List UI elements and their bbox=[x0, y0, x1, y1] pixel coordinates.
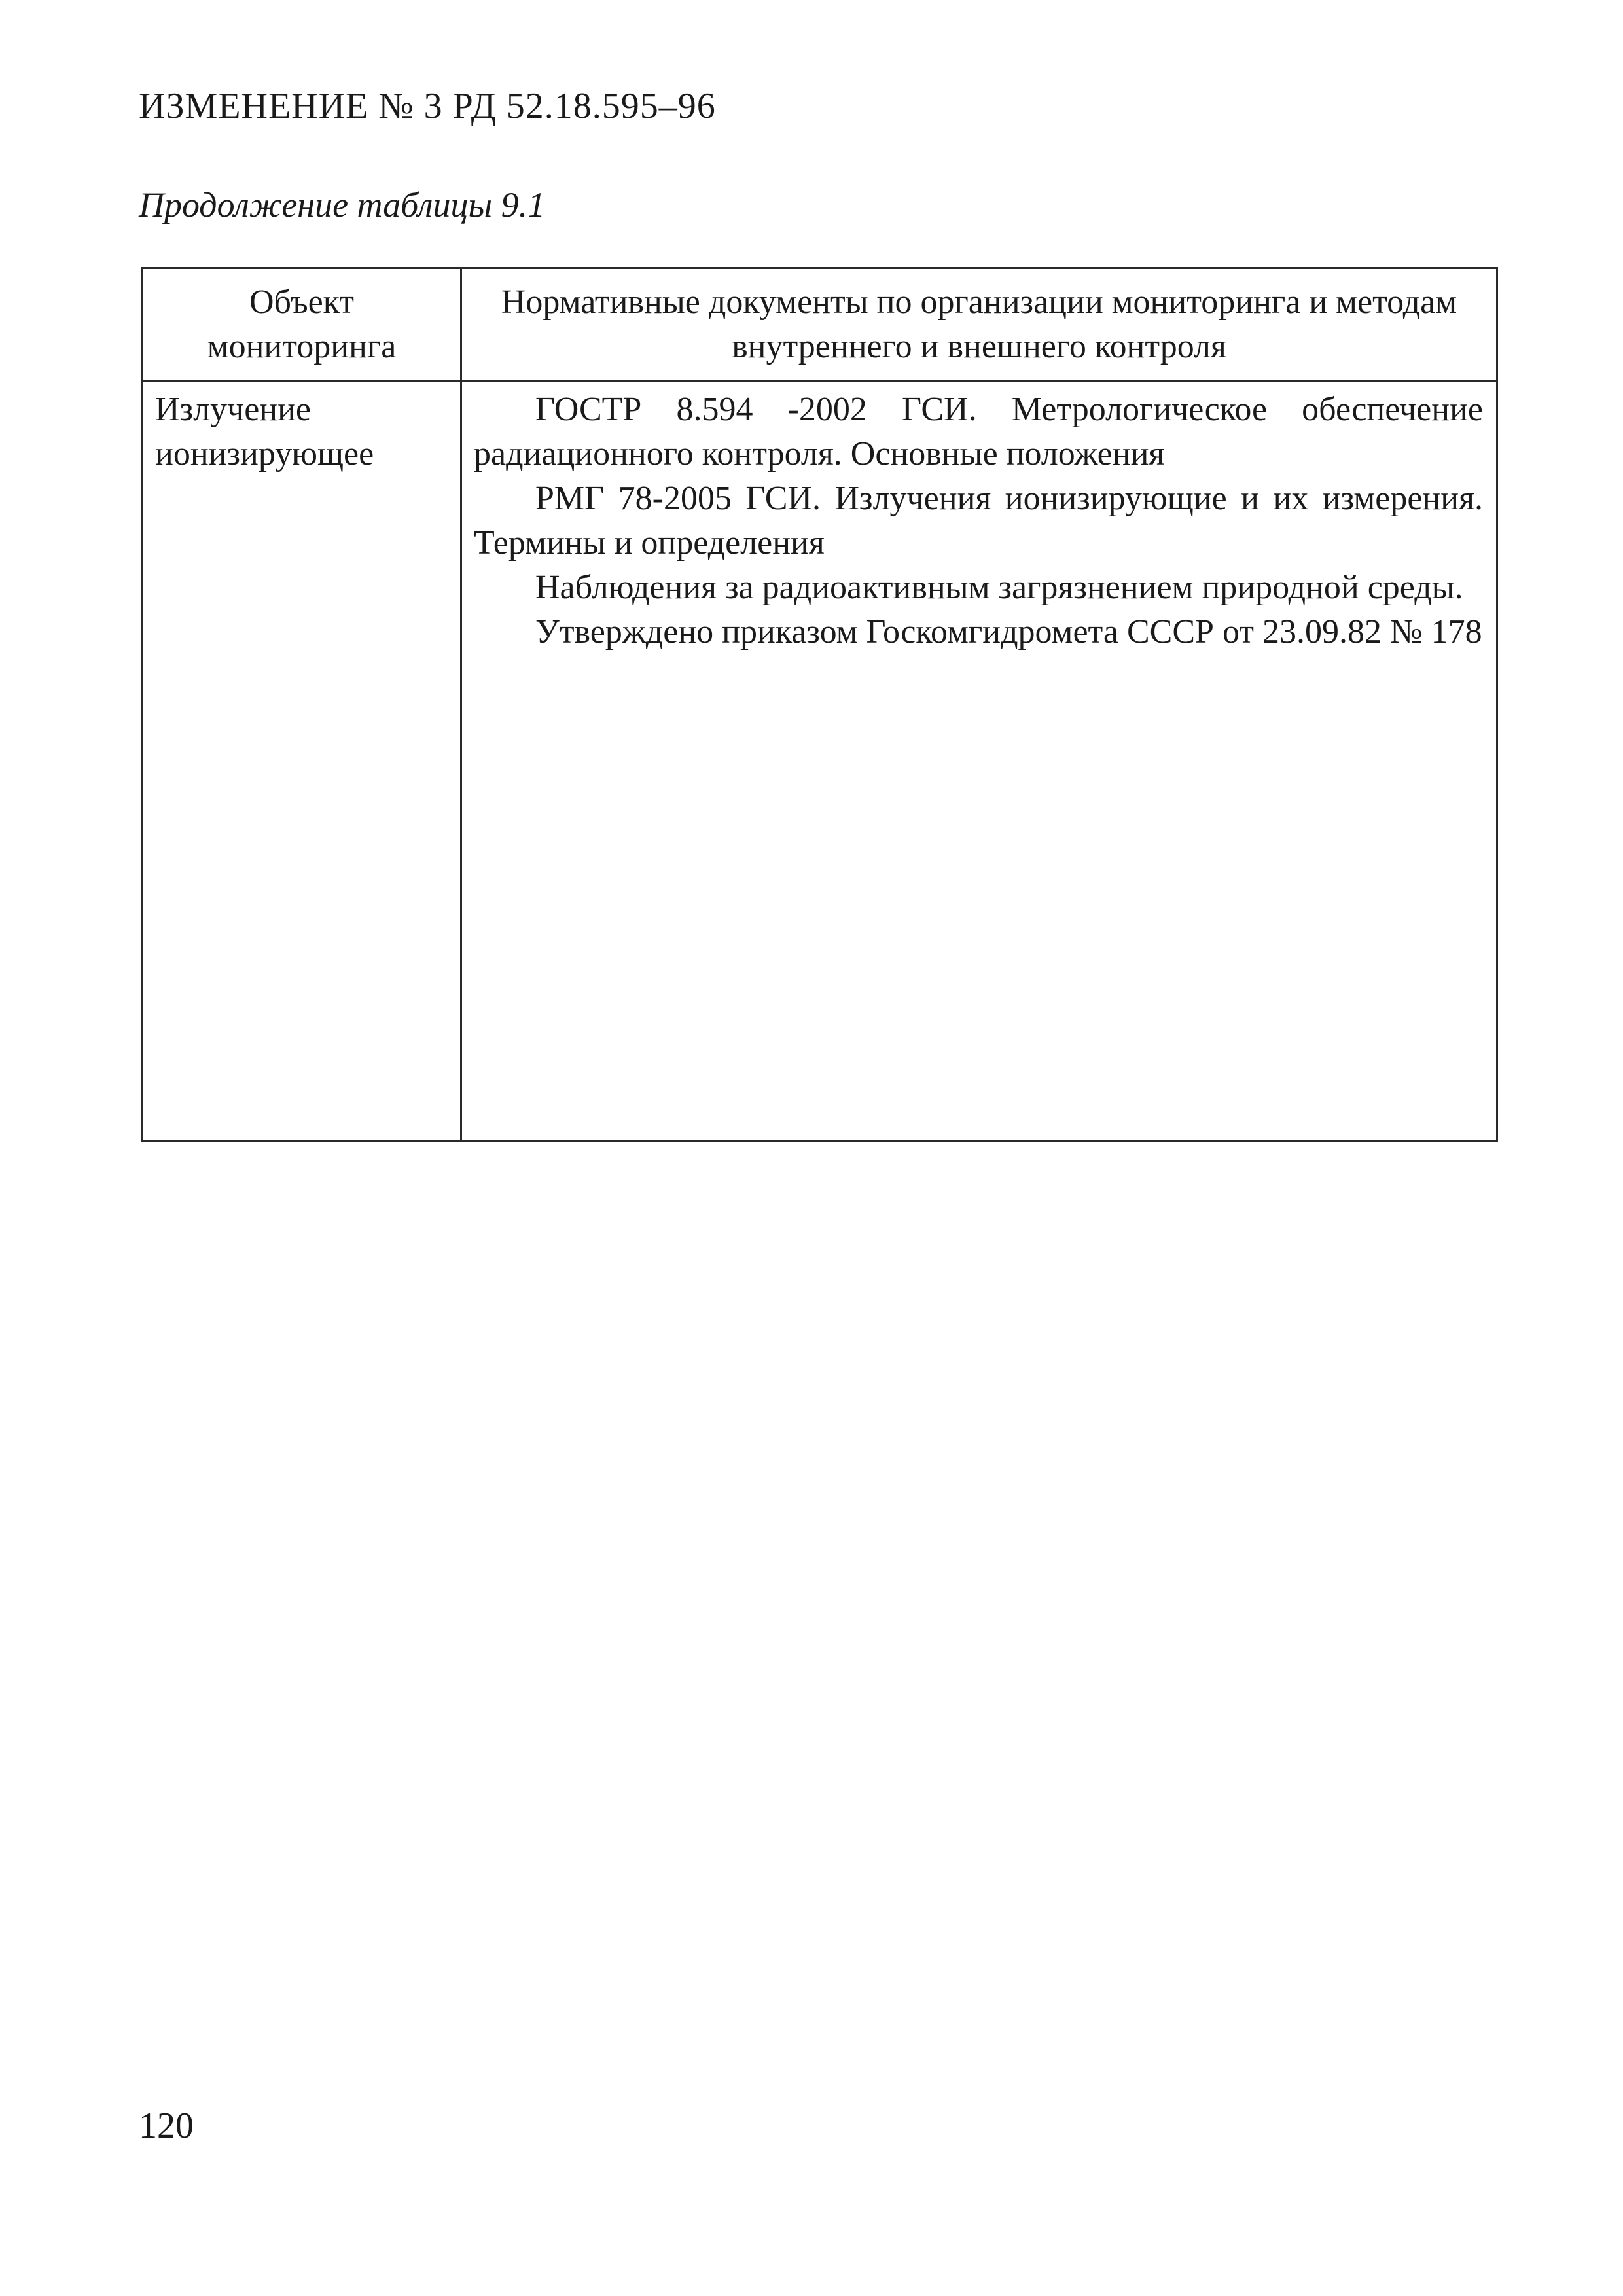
column-header-object: Объект мониторинга bbox=[143, 268, 461, 382]
page-number: 120 bbox=[139, 2106, 194, 2146]
table-header-row bbox=[143, 268, 1497, 382]
column-header-documents: Нормативные документы по организации мониторинга и методам внутреннего и внешнего контроля bbox=[461, 268, 1497, 382]
table-row bbox=[143, 382, 1497, 1141]
table-continuation-caption: Продолжение таблицы 9.1 bbox=[139, 185, 546, 224]
document-header: ИЗМЕНЕНИЕ № 3 РД 52.18.595–96 bbox=[139, 86, 716, 126]
document-entry: РМГ 78-2005 ГСИ. Излучения ионизирующие и их измерения. Термины и определения bbox=[474, 480, 1483, 562]
document-entry: ГОСТР 8.594 -2002 ГСИ. Метрологическое обеспечение радиационного контроля. Основные положения bbox=[474, 391, 1483, 473]
object-cell: Излучение ионизирующее bbox=[143, 382, 461, 1141]
documents-cell bbox=[461, 382, 1497, 1141]
document-entry: Наблюдения за радиоактивным загрязнением природной среды. bbox=[535, 569, 1463, 606]
monitoring-documents-table bbox=[141, 267, 1498, 1142]
document-entry: Утверждено приказом Госкомгидромета СССР от 23.09.82 № 178 bbox=[535, 613, 1482, 651]
